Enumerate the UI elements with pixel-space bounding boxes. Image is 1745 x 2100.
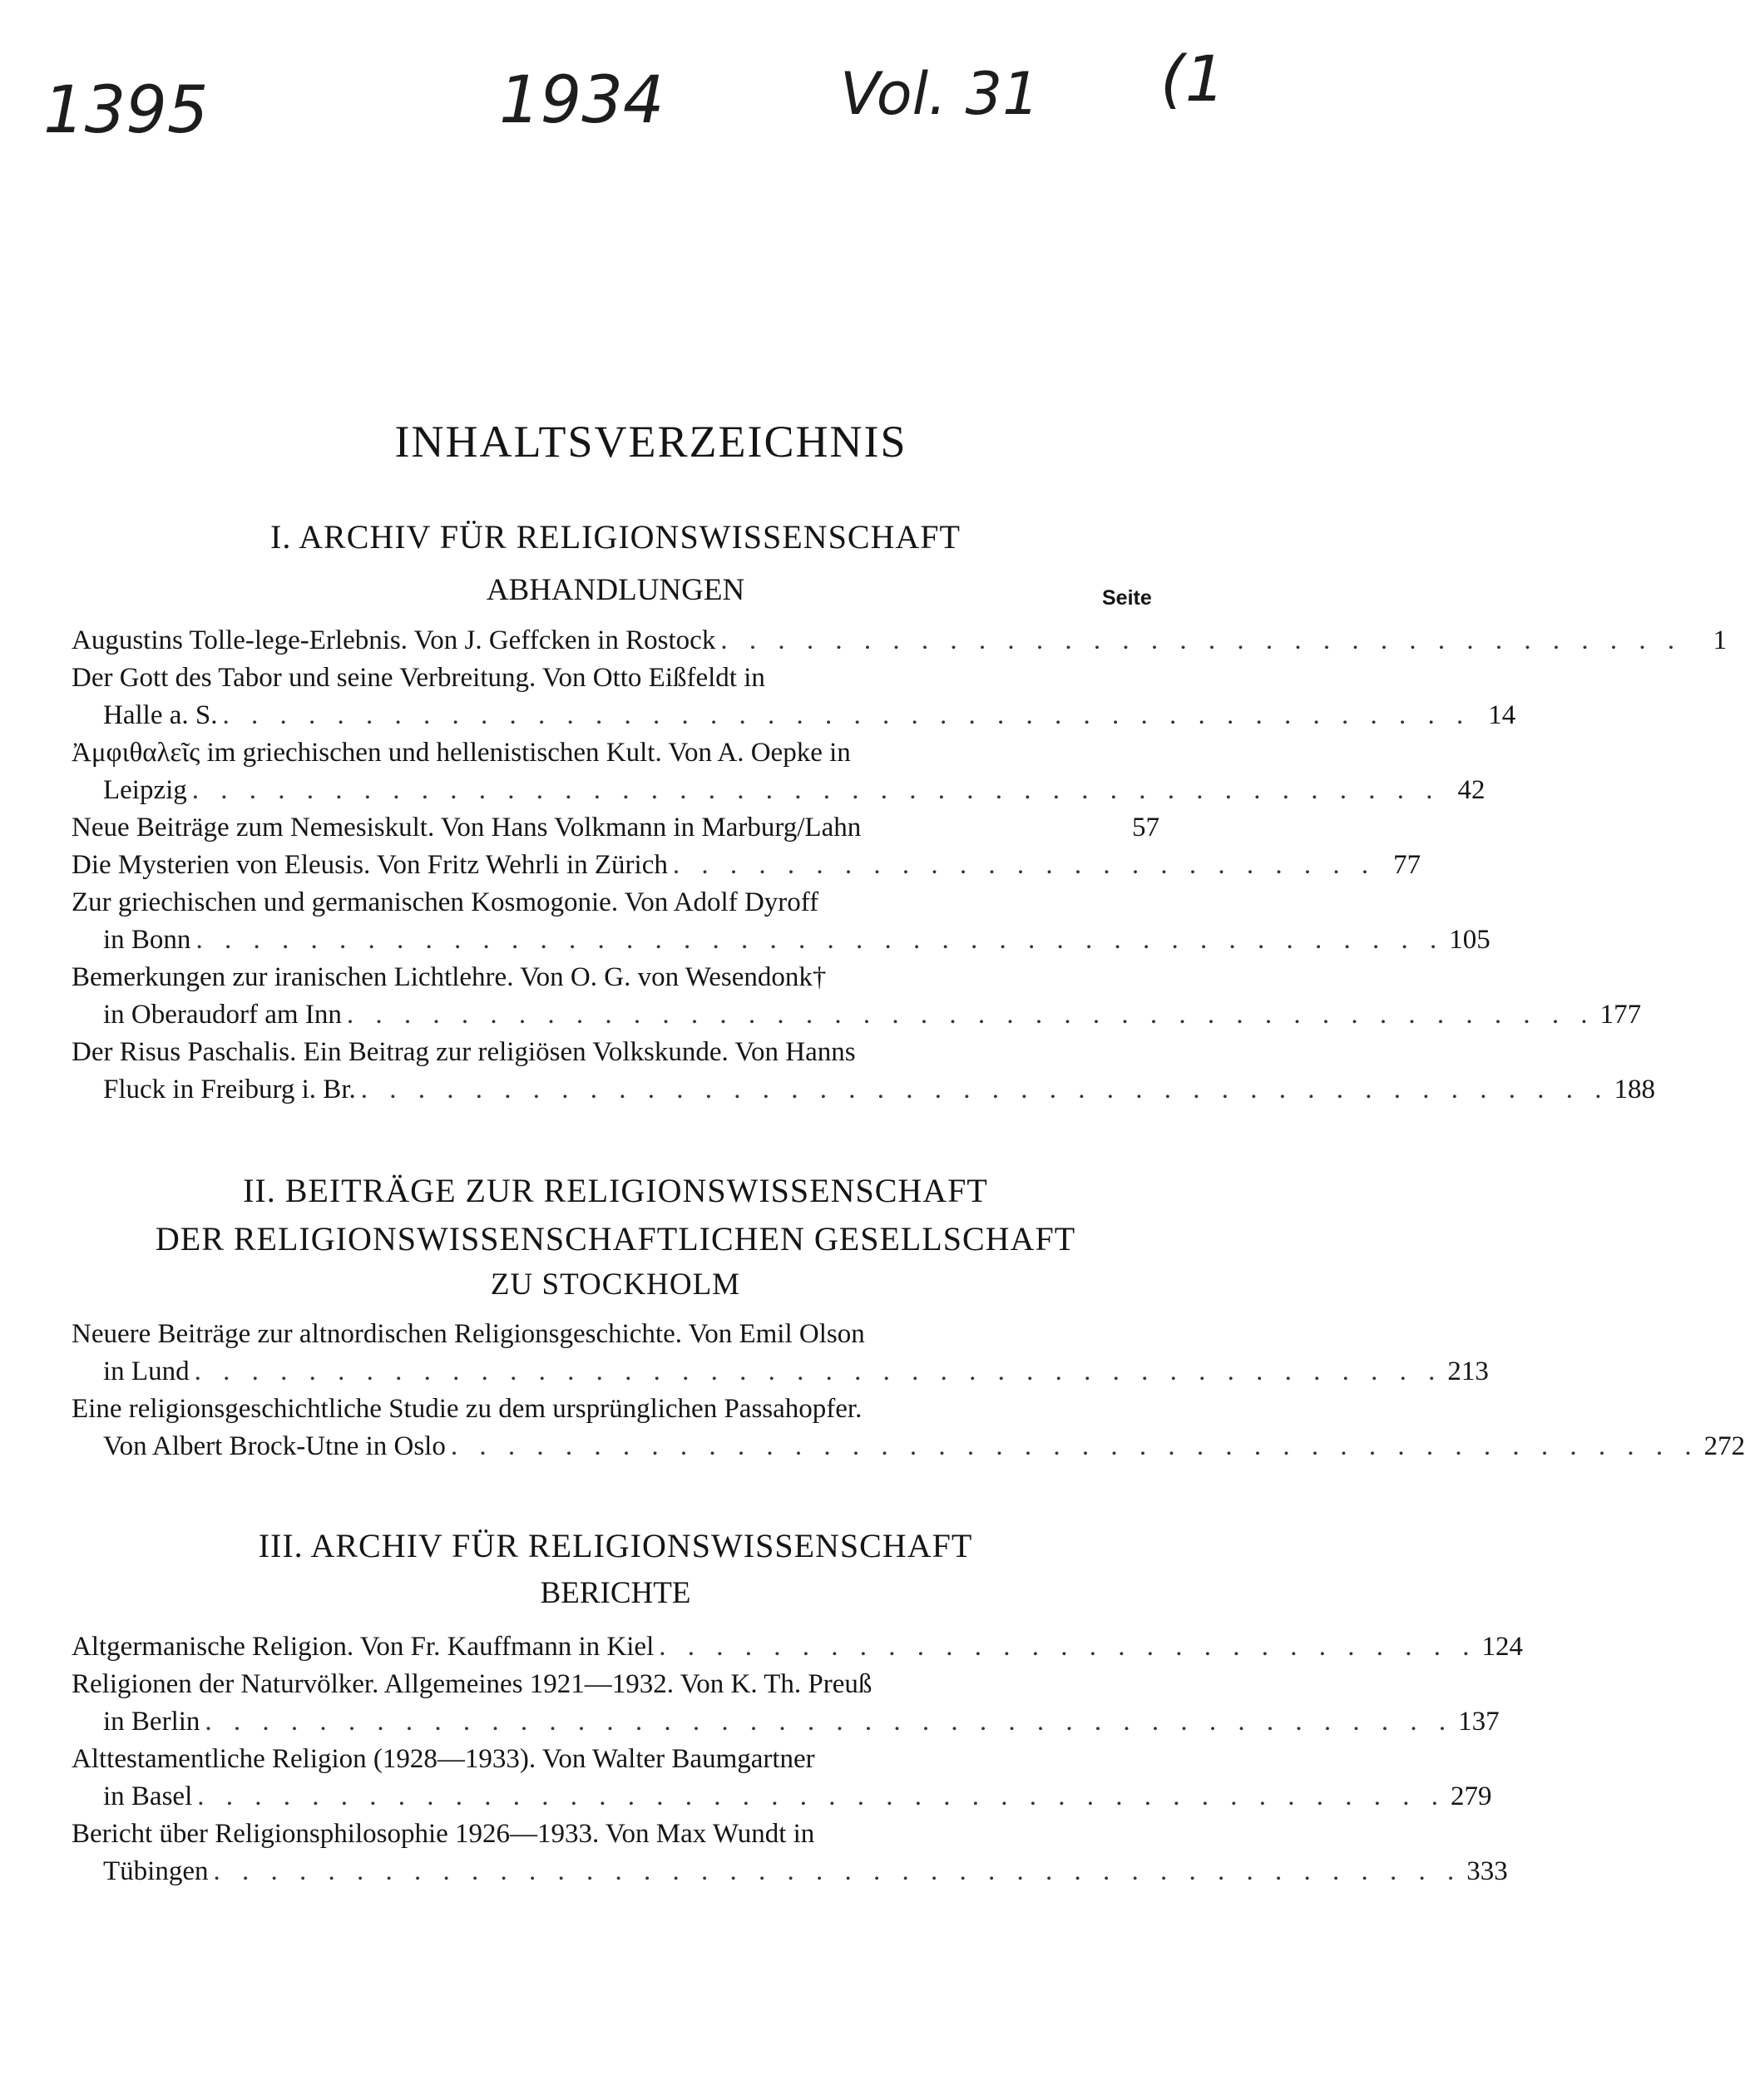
entry-text-continued: Leipzig [103,775,187,805]
page-number: 272 [1703,1431,1745,1461]
section-2-heading-line3: ZU STOCKHOLM [490,1267,741,1302]
section-1-heading: I. ARCHIV FÜR RELIGIONSWISSENSCHAFT [270,518,961,556]
entry-text: Augustins Tolle-lege-Erlebnis. Von J. Geffcken in Rostock [72,625,716,655]
section-2-heading-line1: II. BEITRÄGE ZUR RELIGIONSWISSENSCHAFT [243,1172,988,1209]
page-number: 279 [1450,1781,1492,1811]
toc-entry [72,660,1516,734]
page-number: 42 [1457,775,1485,805]
toc-entry [72,1628,1524,1666]
section-1-subheading: ABHANDLUNGEN [486,573,745,607]
dot-leader: . . . . . . . . . . . . . . . . . . . . . . . . . . . . . . . . . . . . . . . . . . . . [197,1781,1446,1811]
entry-text: Bemerkungen zur iranischen Lichtlehre. Von O. G. von Wesendonk† [72,962,827,992]
entry-text: Neuere Beiträge zur altnordischen Religionsgeschichte. Von Emil Olson [72,1319,865,1349]
dot-leader: . . . . . . . . . . . . . . . . . . . . . . . . . . . . . . . . . . . . . . . . . . . . [205,1707,1454,1737]
dot-leader: . . . . . . . . . . . . . . . . . . . . . . . . . . . . . . . . . . . . . . . . . . . . [194,1356,1443,1386]
dot-leader: . . . . . . . . . . . . . . . . . . . . . . . . . . . . . . . . . . . . . . . . . . . . [222,700,1471,730]
toc-entry [72,622,1728,660]
entry-text: Der Risus Paschalis. Ein Beitrag zur religiösen Volkskunde. Von Hanns [72,1037,856,1067]
toc-entry [72,1316,1489,1391]
entry-text: Alttestamentliche Religion (1928—1933). Von Walter Baumgartner [72,1744,815,1774]
dot-leader: . . . . . . . . . . . . . . . . . . . . . . . . . . . . . . . . . . . . . . . . . . . . [360,1075,1609,1104]
dot-leader: . . . . . . . . . . . . . . . . . . . . . . . . . . . . . [659,1632,1477,1662]
handwritten-number: 1395 [43,73,209,148]
entry-text-continued: in Lund [103,1356,190,1386]
page-number: 1 [1713,625,1728,655]
page-number: 333 [1466,1856,1508,1886]
dot-leader: . . . . . . . . . . . . . . . . . . . . . . . . . . . . . . . . . . . . . . . . . . . . [191,775,1441,805]
entry-text-continued: in Basel [103,1781,193,1811]
dot-leader: . . . . . . . . . . . . . . . . . . . . . . . . . . . . . . . . . . . . . . . . . . . . [213,1856,1462,1886]
page-number: 105 [1449,925,1490,955]
entry-text: Bericht über Religionsphilosophie 1926—1933. Von Max Wundt in [72,1819,815,1849]
page-number: 188 [1614,1075,1655,1104]
page-number: 177 [1599,1000,1642,1030]
toc-entry [72,1391,1745,1465]
toc-entry [72,1666,1500,1741]
entry-text: Eine religionsgeschichtliche Studie zu dem ursprünglichen Passahopfer. [72,1394,863,1424]
toc-entry [72,1816,1508,1890]
page-number: 57 [1132,813,1159,842]
toc-entry [72,1034,1655,1109]
entry-text-continued: in Bonn [103,925,191,955]
dot-leader: . . . . . . . . . . . . . . . . . . . . . . . . . . . . . . . . . . . . . . . . . . . . [346,1000,1595,1030]
handwritten-volume: Vol. 31 [840,60,1040,128]
section-3-heading: III. ARCHIV FÜR RELIGIONSWISSENSCHAFT [258,1527,973,1564]
section-3-subheading: BERICHTE [540,1576,691,1610]
entry-text-continued: in Berlin [103,1707,200,1737]
entry-text: Der Gott des Tabor und seine Verbreitung. Von Otto Eißfeldt in [72,663,765,693]
toc-entry [72,884,1490,959]
entry-text-continued: Tübingen [103,1856,209,1886]
toc-entry [72,959,1642,1034]
entry-text: Neue Beiträge zum Nemesiskult. Von Hans Volkmann in Marburg/Lahn [72,813,862,842]
toc-entry [72,734,1485,809]
page-number: 14 [1488,700,1516,730]
dot-leader: . . . . . . . . . . . . . . . . . . . . . . . . . [672,850,1377,880]
entry-text-continued: Halle a. S. [103,700,218,730]
entry-text: Religionen der Naturvölker. Allgemeines 1921—1932. Von K. Th. Preuß [72,1669,872,1699]
handwritten-mark: (1 [1160,42,1226,116]
entry-text-continued: Von Albert Brock-Utne in Oslo [103,1431,446,1461]
seite-label: Seite [1102,586,1152,610]
page-number: 137 [1458,1707,1500,1737]
entry-text: Altgermanische Religion. Von Fr. Kauffmann in Kiel [72,1632,655,1662]
entry-text: Die Mysterien von Eleusis. Von Fritz Wehrli in Zürich [72,850,668,880]
page-number: 77 [1393,850,1421,880]
handwritten-year: 1934 [499,63,665,138]
page-number: 213 [1447,1356,1489,1386]
entry-text-continued: Fluck in Freiburg i. Br. [103,1075,356,1104]
dot-leader: . . . . . . . . . . . . . . . . . . . . . . . . . . . . . . . . . . [720,625,1683,655]
entry-text-continued: in Oberaudorf am Inn [103,1000,342,1030]
section-2-heading-line2: DER RELIGIONSWISSENSCHAFTLICHEN GESELLSCHAFT [155,1220,1076,1258]
entry-text: Zur griechischen und germanischen Kosmogonie. Von Adolf Dyroff [72,887,819,917]
page-number: 124 [1481,1632,1524,1662]
dot-leader: . . . . . . . . . . . . . . . . . . . . . . . . . . . . . . . . . . . . . . . . . . . . [450,1431,1699,1461]
entry-text: Ἀμφιθαλεῖς im griechischen und hellenistischen Kult. Von A. Oepke in [72,738,851,768]
toc-entry [72,1741,1492,1816]
dot-leader: . . . . . . . . . . . . . . . . . . . . . . . . . . . . . . . . . . . . . . . . . . . . [195,925,1445,955]
page-title: INHALTSVERZEICHNIS [394,417,907,467]
toc-entry [72,847,1421,884]
toc-entry [72,809,1159,847]
